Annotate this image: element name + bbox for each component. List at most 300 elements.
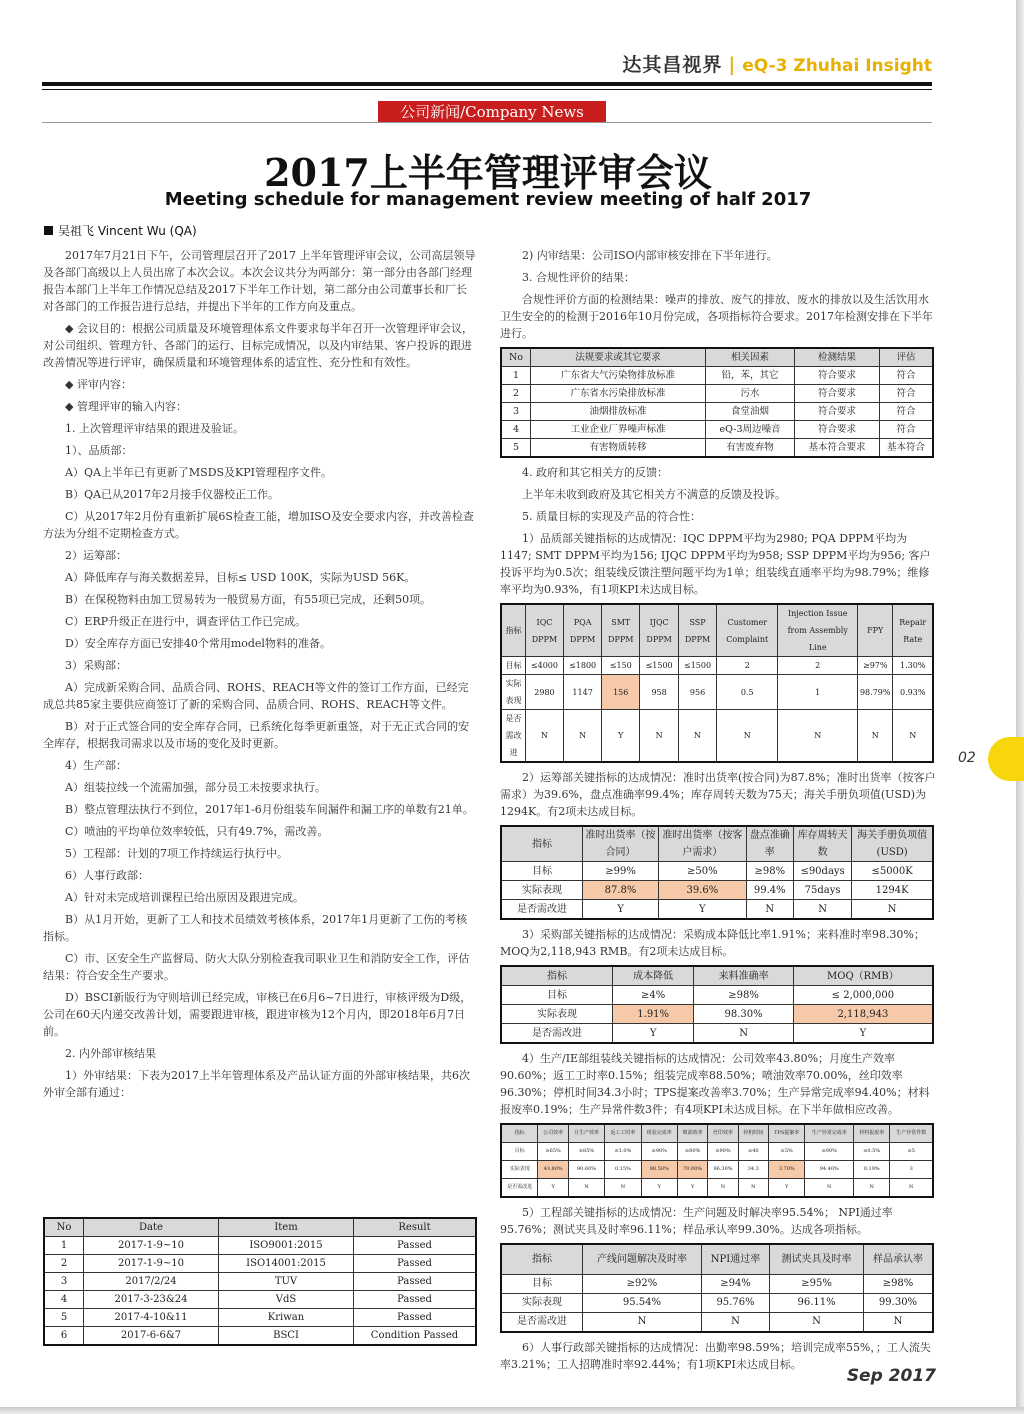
- paragraph: 5）工程部关键指标的达成情况：生产问题及时解决率95.54%； NPI通过率95.76%；测试夹具及时率96.11%；样品承认率99.30%。达成各项指标。: [500, 1206, 893, 1236]
- table-header: IJQC DPPM: [640, 604, 679, 657]
- table-cell: N: [778, 710, 858, 763]
- table-row: [501, 675, 933, 710]
- paragraph: 2017年7月21日下午，公司管理层召开了2017 上半年管理评审会议，公司高层领导及各部门高级以上人员出席了本次会议。本次会议共分为两部分：第一部分由各部门经理报告本部门上半年工作情况总结及2017下半年工作计划，第二部分由公司董事长和厂长对各部门的工作报告进行总结，并提出下半年的工作方向及重点。: [43, 249, 476, 313]
- table-cell: ISO14001:2015: [219, 1255, 354, 1273]
- table-cell: 0.93%: [893, 675, 933, 710]
- paragraph: 6）人事行政部关键指标的达成情况：出勤率98.59%；培训完成率55%，；工人流失率3.21%；工人招聘准时率92.44%；有1项KPI未达成目标。: [500, 1340, 931, 1371]
- table-cell: ≤40: [738, 1143, 768, 1161]
- table-cell: ≥98%: [746, 862, 793, 881]
- table-header: 库存周转天数: [793, 826, 851, 862]
- table-header: 丝印效率: [708, 1124, 738, 1143]
- table-cell: 实际表现: [501, 1293, 583, 1312]
- table-cell: N: [857, 710, 893, 763]
- table-cell: ≥92%: [583, 1274, 702, 1293]
- paragraph: ◆ 管理评审的输入内容：: [65, 400, 187, 413]
- table-cell: N: [893, 710, 933, 763]
- table-cell: N: [770, 1312, 864, 1332]
- table-cell: 符合要求: [795, 421, 880, 439]
- table-cell: 1294K: [852, 881, 933, 900]
- table-header: 材料报废率: [854, 1124, 890, 1143]
- table-cell: ≤5000K: [852, 862, 933, 881]
- table-cell: 3: [501, 403, 531, 421]
- paragraph: 4）生产部：: [65, 759, 127, 772]
- header-rule-thick: [42, 82, 932, 86]
- table-cell: 95.54%: [583, 1293, 702, 1312]
- paragraph: 2. 内外部审核结果: [65, 1047, 156, 1060]
- table-cell: N: [605, 1179, 641, 1198]
- table-cell: 2: [501, 385, 531, 403]
- table-cell: BSCI: [219, 1327, 354, 1346]
- paragraph: A）降低库存与海关数据差异，目标≤ USD 100K，实际为USD 56K。: [65, 571, 416, 584]
- table-cell: 符合要求: [795, 385, 880, 403]
- paragraph: 1）、品质部：: [65, 444, 133, 457]
- table-cell: 有害废弃物: [706, 439, 795, 458]
- table-row: [501, 1179, 933, 1198]
- table-cell: 4: [44, 1291, 84, 1309]
- table-cell: Condition Passed: [354, 1327, 477, 1346]
- table-cell: ≤4000: [526, 657, 564, 675]
- table-cell: 是否需改进: [501, 1312, 583, 1332]
- page-tab-circle: [988, 737, 1024, 781]
- paragraph: 3. 合规性评价的结果：: [522, 271, 635, 284]
- table-cell: 6: [44, 1327, 84, 1346]
- table-cell: 0.5: [717, 675, 778, 710]
- paragraph: C）喷油的平均单位效率较低，只有49.7%，需改善。: [65, 825, 329, 838]
- table-cell: 符合: [880, 421, 934, 439]
- table-cell: 75days: [793, 881, 851, 900]
- table-header: PQA DPPM: [563, 604, 601, 657]
- table-header: 海关手册负项值(USD): [852, 826, 933, 862]
- table-cell: ≥99%: [583, 862, 659, 881]
- table-cell: Y: [613, 1024, 694, 1044]
- table-cell: Kriwan: [219, 1309, 354, 1327]
- compliance-table: [500, 347, 934, 458]
- table-header: 准时出货率（按合同）: [583, 826, 659, 862]
- table-row: [501, 1274, 933, 1293]
- table-cell-highlight: 43.80%: [538, 1161, 568, 1179]
- table-cell: 34.3: [738, 1161, 768, 1179]
- table-row: [501, 421, 933, 439]
- table-cell: N: [563, 710, 601, 763]
- paragraph: 4. 政府和其它相关方的反馈：: [522, 466, 668, 479]
- table-cell: Y: [768, 1179, 805, 1198]
- table-cell: Y: [583, 900, 659, 920]
- paragraph: 1）品质部关键指标的达成情况：IQC DPPM平均为2980; PQA DPPM平均为1147; SMT DPPM平均为156; IJQC DPPM平均为958; SSP DPPM平均为956; 客户投诉平均为0.5次；组装线反馈注塑问题平均为1单；组装线直通率平均为98.79%；维修率平均为0.93%，有1项KPI未达成目标。: [500, 532, 931, 596]
- table-cell: 96.30%: [708, 1161, 738, 1179]
- table-cell: 2: [778, 657, 858, 675]
- table-cell: Y: [793, 1024, 933, 1044]
- table-cell: 基本符合要求: [795, 439, 880, 458]
- table-cell: 2: [717, 657, 778, 675]
- table-cell: Passed: [354, 1291, 477, 1309]
- table-cell: 5: [44, 1309, 84, 1327]
- table-header: Result: [354, 1218, 477, 1237]
- table-header: 检测结果: [795, 348, 880, 367]
- table-header: NPI通过率: [701, 1244, 769, 1274]
- table-cell: 是否需改进: [501, 710, 526, 763]
- table-cell: 1.30%: [893, 657, 933, 675]
- table-cell: 食堂油烟: [706, 403, 795, 421]
- table-cell-highlight: 1.91%: [613, 1005, 694, 1024]
- table-header: 喷油效率: [677, 1124, 707, 1143]
- table-cell: N: [854, 1179, 890, 1198]
- table-cell: ≥98%: [863, 1274, 933, 1293]
- table-cell: 4: [501, 421, 531, 439]
- table-cell: 2017-6-6&7: [84, 1327, 219, 1346]
- table-cell: 有害物质转移: [531, 439, 706, 458]
- table-cell: 90.60%: [568, 1161, 604, 1179]
- table-row: [44, 1273, 476, 1291]
- table-cell: 2017-1-9~10: [84, 1237, 219, 1255]
- table-cell: 是否需改进: [501, 900, 583, 920]
- paragraph: 5）工程部：计划的7项工作持续运行执行中。: [65, 847, 288, 860]
- section-banner: 公司新闻/Company News: [378, 101, 606, 123]
- article-title: 2017上半年管理评审会议: [264, 150, 712, 195]
- table-header: 组装完成率: [641, 1124, 677, 1143]
- table-cell: 工业企业厂界噪声标准: [531, 421, 706, 439]
- masthead: [622, 50, 932, 77]
- table-cell: N: [694, 1024, 793, 1044]
- table-cell: Y: [602, 710, 640, 763]
- table-cell: ≥90%: [805, 1143, 854, 1161]
- paragraph: A）QA上半年已有更新了MSDS及KPI管理程序文件。: [65, 466, 333, 479]
- table-cell: VdS: [219, 1291, 354, 1309]
- table-cell: ≥5%: [768, 1143, 805, 1161]
- table-cell: 2017-1-9~10: [84, 1255, 219, 1273]
- table-cell: N: [679, 710, 717, 763]
- table-row: [501, 900, 933, 920]
- header-rule-thin: [42, 89, 932, 90]
- table-cell: 2017-3-23&24: [84, 1291, 219, 1309]
- table-cell: ≤5: [890, 1143, 933, 1161]
- paragraph: 上半年未收到政府及其它相关方不满意的反馈及投诉。: [522, 488, 786, 501]
- table-row: [501, 1312, 933, 1332]
- table-cell: 符合: [880, 403, 934, 421]
- paragraph: A）完成新采购合同、品质合同、ROHS、REACH等文件的签订工作方面，已经完成总共85家主要供应商签订了新的采购合同、品质合同、ROHS、REACH等文件。: [43, 681, 469, 711]
- table-row: [501, 986, 933, 1005]
- engineering-kpi-table: [500, 1243, 934, 1333]
- table-cell: N: [526, 710, 564, 763]
- table-cell: Y: [659, 900, 747, 920]
- table-header: SSP DPPM: [679, 604, 717, 657]
- table-cell: Y: [538, 1179, 568, 1198]
- paragraph: 3）采购部关键指标的达成情况：采购成本降低比率1.91%；来料准时率98.30%；MOQ为2,118,943 RMB。有2项未达成目标。: [500, 928, 925, 958]
- table-header: 测试夹具及时率: [770, 1244, 864, 1274]
- table-header: No: [44, 1218, 84, 1237]
- table-header: MOQ（RMB）: [793, 966, 933, 986]
- table-header: No: [501, 348, 531, 367]
- table-cell: 1147: [563, 675, 601, 710]
- table-cell: 符合: [880, 385, 934, 403]
- table-cell: 958: [640, 675, 679, 710]
- table-cell: Passed: [354, 1309, 477, 1327]
- table-cell: 3: [44, 1273, 84, 1291]
- paragraph: D）BSCI新版行为守则培训已经完成，审核已在6月6~7日进行，审核评级为D级，公司在60天内递交改善计划，需要跟进审核，跟进审核为12个月内，即2018年6月7日前。: [43, 991, 472, 1038]
- masthead-separator: |: [728, 54, 737, 76]
- table-row: [501, 1024, 933, 1044]
- table-cell: 实际表现: [501, 881, 583, 900]
- table-cell: 99.30%: [863, 1293, 933, 1312]
- section-line: [42, 122, 932, 123]
- paragraph: C）市、区安全生产监督局、防火大队分别检查我司职业卫生和消防安全工作，评估结果：符合安全生产要求。: [43, 952, 470, 982]
- page-number: 02: [958, 750, 976, 766]
- table-cell: Passed: [354, 1255, 477, 1273]
- table-header: 指标: [501, 966, 613, 986]
- table-cell: 污水: [706, 385, 795, 403]
- table-cell: ≥95%: [770, 1274, 864, 1293]
- table-cell: 基本符合: [880, 439, 934, 458]
- table-row: [501, 367, 933, 385]
- table-cell: 98.79%: [857, 675, 893, 710]
- paragraph: 2）运筹部：: [65, 549, 127, 562]
- table-cell: ≤150: [602, 657, 640, 675]
- paragraph: D）安全库存方面已安排40个常用model物料的准备。: [65, 637, 331, 650]
- table-header: 指标: [501, 604, 526, 657]
- table-header: 相关因素: [706, 348, 795, 367]
- table-cell: 2980: [526, 675, 564, 710]
- table-cell: ≥85%: [568, 1143, 604, 1161]
- table-header: Customer Complaint: [717, 604, 778, 657]
- table-cell: ≤1.0%: [605, 1143, 641, 1161]
- table-cell-highlight: 2,118,943: [793, 1005, 933, 1024]
- table-cell: 目标: [501, 1274, 583, 1293]
- table-row: [501, 881, 933, 900]
- table-header: Repair Rate: [893, 604, 933, 657]
- table-cell: 目标: [501, 657, 526, 675]
- table-cell: 94.40%: [805, 1161, 854, 1179]
- paragraph: B）QA已从2017年2月接手仪器校正工作。: [65, 488, 280, 501]
- table-cell: 实际表现: [501, 675, 526, 710]
- table-row: [44, 1291, 476, 1309]
- table-cell: eQ-3周边噪音: [706, 421, 795, 439]
- table-cell: Y: [677, 1179, 707, 1198]
- table-header: SMT DPPM: [602, 604, 640, 657]
- table-row: [501, 385, 933, 403]
- table-cell: 实际表现: [501, 1005, 613, 1024]
- table-row: [44, 1309, 476, 1327]
- masthead-en: eQ-3 Zhuhai Insight: [742, 56, 932, 76]
- table-row: [501, 403, 933, 421]
- table-cell: ≤ 2,000,000: [793, 986, 933, 1005]
- table-row: [501, 1293, 933, 1312]
- table-header: 评估: [880, 348, 934, 367]
- table-cell: 2017-4-10&11: [84, 1309, 219, 1327]
- table-cell: N: [746, 900, 793, 920]
- paragraph: A）组装拉线一个流需加强，部分员工未按要求执行。: [65, 781, 326, 794]
- page-shadow-right: [1016, 0, 1024, 1414]
- table-header: 停机时间: [738, 1124, 768, 1143]
- table-cell: 98.30%: [694, 1005, 793, 1024]
- table-row: [44, 1327, 476, 1346]
- paragraph: 1. 上次管理评审结果的跟进及验证。: [65, 422, 244, 435]
- right-column: [500, 247, 936, 1378]
- table-row: [501, 657, 933, 675]
- table-header: 指标: [501, 1124, 538, 1143]
- table-cell: 实际表现: [501, 1161, 538, 1179]
- table-header: 生产异常完成率: [805, 1124, 854, 1143]
- table-cell: ≤1800: [563, 657, 601, 675]
- table-row: [501, 1143, 933, 1161]
- table-row: [501, 710, 933, 763]
- table-cell: 广东省水污染排放标准: [531, 385, 706, 403]
- masthead-cn: 达其昌视界: [622, 54, 723, 76]
- table-cell: Passed: [354, 1237, 477, 1255]
- table-cell: 99.4%: [746, 881, 793, 900]
- table-cell: 是否需改进: [501, 1024, 613, 1044]
- table-row: [44, 1255, 476, 1273]
- table-header: TPS提案率: [768, 1124, 805, 1143]
- table-cell: 广东省大气污染物排放标准: [531, 367, 706, 385]
- table-cell: 5: [501, 439, 531, 458]
- paragraph: B）整点管理法执行不到位，2017年1-6月份组装车间漏件和漏工序的单数有21单。: [65, 803, 474, 816]
- table-cell: N: [568, 1179, 604, 1198]
- table-cell: ≥80%: [677, 1143, 707, 1161]
- table-cell: ≥94%: [701, 1274, 769, 1293]
- paragraph: A）针对未完成培训课程已给出原因及跟进完成。: [65, 891, 304, 904]
- table-cell: N: [793, 900, 851, 920]
- table-cell: N: [708, 1179, 738, 1198]
- paragraph: 6）人事行政部：: [65, 869, 149, 882]
- table-header: Item: [219, 1218, 354, 1237]
- table-cell: 1: [44, 1237, 84, 1255]
- production-kpi-table: [500, 1123, 934, 1198]
- table-cell: N: [890, 1179, 933, 1198]
- table-cell: 目标: [501, 986, 613, 1005]
- table-cell: N: [717, 710, 778, 763]
- qa-kpi-table: [500, 603, 934, 763]
- table-header: 法规要求或其它要求: [531, 348, 706, 367]
- table-cell: N: [863, 1312, 933, 1332]
- table-cell-highlight: 3.70%: [768, 1161, 805, 1179]
- author-name: 吴祖飞 Vincent Wu (QA): [58, 224, 197, 238]
- table-cell: ≥65%: [538, 1143, 568, 1161]
- table-header: IQC DPPM: [526, 604, 564, 657]
- table-row: [501, 439, 933, 458]
- page-shadow-bottom: [0, 1407, 1024, 1414]
- paragraph: 4）生产/IE部组装线关键指标的达成情况：公司效率43.80%；月度生产效率90.60%；返工工时率0.15%；组装完成率88.50%；喷油效率70.00%，丝印效率96.30%；停机时间34.3小时；TPS提案改善率3.70%；生产异常完成率94.40%；材料报废率0.19%；生产异常件数3件；有4项KPI未达成目标。在下半年做相应改善。: [500, 1052, 930, 1116]
- table-cell: 2017/2/24: [84, 1273, 219, 1291]
- table-cell-highlight: 39.6%: [659, 881, 747, 900]
- paragraph: ◆ 评审内容：: [65, 378, 132, 391]
- table-cell: N: [738, 1179, 768, 1198]
- paragraph: B）在保税物料由加工贸易转为一般贸易方面，有55项已完成，还剩50项。: [65, 593, 432, 606]
- table-cell: 是否需改进: [501, 1179, 538, 1198]
- table-header: 生产异常件数: [890, 1124, 933, 1143]
- logistics-kpi-table: [500, 825, 934, 920]
- table-cell: ISO9001:2015: [219, 1237, 354, 1255]
- table-cell: 目标: [501, 1143, 538, 1161]
- table-cell: 96.11%: [770, 1293, 864, 1312]
- table-header: 月生产效率: [568, 1124, 604, 1143]
- paragraph: 2）运筹部关键指标的达成情况：准时出货率(按合同)为87.8%；准时出货率（按客户需求）为39.6%，盘点准确率99.4%；库存周转天数为75天；海关手册负项值(USD)为1294K。有2项未达成目标。: [500, 771, 936, 818]
- table-cell: 956: [679, 675, 717, 710]
- table-cell-highlight: 87.8%: [583, 881, 659, 900]
- table-header: FPY: [857, 604, 893, 657]
- table-header: 产线问题解决及时率: [583, 1244, 702, 1274]
- table-header: 样品承认率: [863, 1244, 933, 1274]
- article-subtitle: Meeting schedule for management review meeting of half 2017: [164, 189, 812, 210]
- paragraph: C）从2017年2月份有重新扩展6S检查工能，增加ISO及安全要求内容，并改善检查方法为分组不定期检查方式。: [43, 510, 474, 540]
- bullet-square-icon: [44, 226, 53, 235]
- table-cell-highlight: 88.50%: [641, 1161, 677, 1179]
- table-cell: 符合: [880, 367, 934, 385]
- paragraph: 2) 内审结果：公司ISO内部审核安排在下半年进行。: [522, 249, 778, 262]
- table-cell: 0.19%: [854, 1161, 890, 1179]
- footer-date: Sep 2017: [846, 1366, 936, 1386]
- table-cell: 1: [501, 367, 531, 385]
- table-cell: 2: [44, 1255, 84, 1273]
- table-cell: ≥4%: [613, 986, 694, 1005]
- external-audit-table: [43, 1217, 477, 1346]
- table-row: [501, 1005, 933, 1024]
- table-cell: 目标: [501, 862, 583, 881]
- table-cell: 符合要求: [795, 403, 880, 421]
- table-cell: N: [701, 1312, 769, 1332]
- paragraph: 5. 质量目标的实现及产品的符合性：: [522, 510, 701, 523]
- table-header: 指标: [501, 1244, 583, 1274]
- table-header: 成本降低: [613, 966, 694, 986]
- left-column: [43, 247, 477, 1106]
- paragraph: 合规性评价方面的检测结果：噪声的排放、废气的排放、废水的排放以及生活饮用水卫生安全的的检测于2016年10月份完成，各项指标符合要求。2017年检测安排在下半年进行。: [500, 293, 933, 340]
- table-header: 公司效率: [538, 1124, 568, 1143]
- table-cell: Passed: [354, 1273, 477, 1291]
- table-cell: 0.15%: [605, 1161, 641, 1179]
- table-cell: 3: [890, 1161, 933, 1179]
- paragraph: 1）外审结果：下表为2017上半年管理体系及产品认证方面的外部审核结果，共6次外审全部有通过：: [43, 1069, 470, 1099]
- table-cell: Y: [641, 1179, 677, 1198]
- table-cell-highlight: 156: [602, 675, 640, 710]
- table-cell: 95.76%: [701, 1293, 769, 1312]
- paragraph: B）从1月开始，更新了工人和技术员绩效考核体系，2017年1月更新了工伤的考核指标。: [43, 913, 468, 943]
- table-cell: N: [805, 1179, 854, 1198]
- paragraph: C）ERP升级正在进行中，调查评估工作已完成。: [65, 615, 307, 628]
- table-header: 返工工时率: [605, 1124, 641, 1143]
- table-cell: ≤0.5%: [854, 1143, 890, 1161]
- table-cell: ≤1500: [640, 657, 679, 675]
- table-cell: ≥50%: [659, 862, 747, 881]
- table-cell: 符合要求: [795, 367, 880, 385]
- table-cell: 油烟排放标准: [531, 403, 706, 421]
- table-header: 准时出货率（按客户需求）: [659, 826, 747, 862]
- paragraph: 3）采购部：: [65, 659, 127, 672]
- table-row: [501, 1161, 933, 1179]
- table-cell: N: [852, 900, 933, 920]
- table-cell: 铅，苯，其它: [706, 367, 795, 385]
- table-cell: TUV: [219, 1273, 354, 1291]
- table-cell: ≥90%: [708, 1143, 738, 1161]
- paragraph: B）对于正式签合同的安全库存合同，已系统化每季更新重签，对于无正式合同的安全库存，根据我司需求以及市场的变化及时更新。: [43, 720, 470, 750]
- table-cell: N: [583, 1312, 702, 1332]
- table-cell: ≥90%: [641, 1143, 677, 1161]
- table-cell: ≥97%: [857, 657, 893, 675]
- author-line: [44, 222, 197, 239]
- table-cell: N: [640, 710, 679, 763]
- table-header: Injection Issue from Assembly Line: [778, 604, 858, 657]
- table-header: Date: [84, 1218, 219, 1237]
- table-cell: ≤1500: [679, 657, 717, 675]
- table-header: 盘点准确率: [746, 826, 793, 862]
- table-row: [501, 862, 933, 881]
- table-header: 来料准确率: [694, 966, 793, 986]
- table-cell: ≥98%: [694, 986, 793, 1005]
- purchase-kpi-table: [500, 965, 934, 1044]
- table-cell: ≤90days: [793, 862, 851, 881]
- paragraph: ◆ 会议目的：根据公司质量及环境管理体系文件要求每半年召开一次管理评审会议，对公司组织、管理方针、各部门的运行、目标完成情况，以及内审结果、客户投诉的跟进改善情况等进行评审，确保质量和环境管理体系的适宜性、充分性和有效性。: [43, 322, 473, 369]
- table-cell-highlight: 70.00%: [677, 1161, 707, 1179]
- table-row: [44, 1237, 476, 1255]
- table-cell: 1: [778, 675, 858, 710]
- table-header: 指标: [501, 826, 583, 862]
